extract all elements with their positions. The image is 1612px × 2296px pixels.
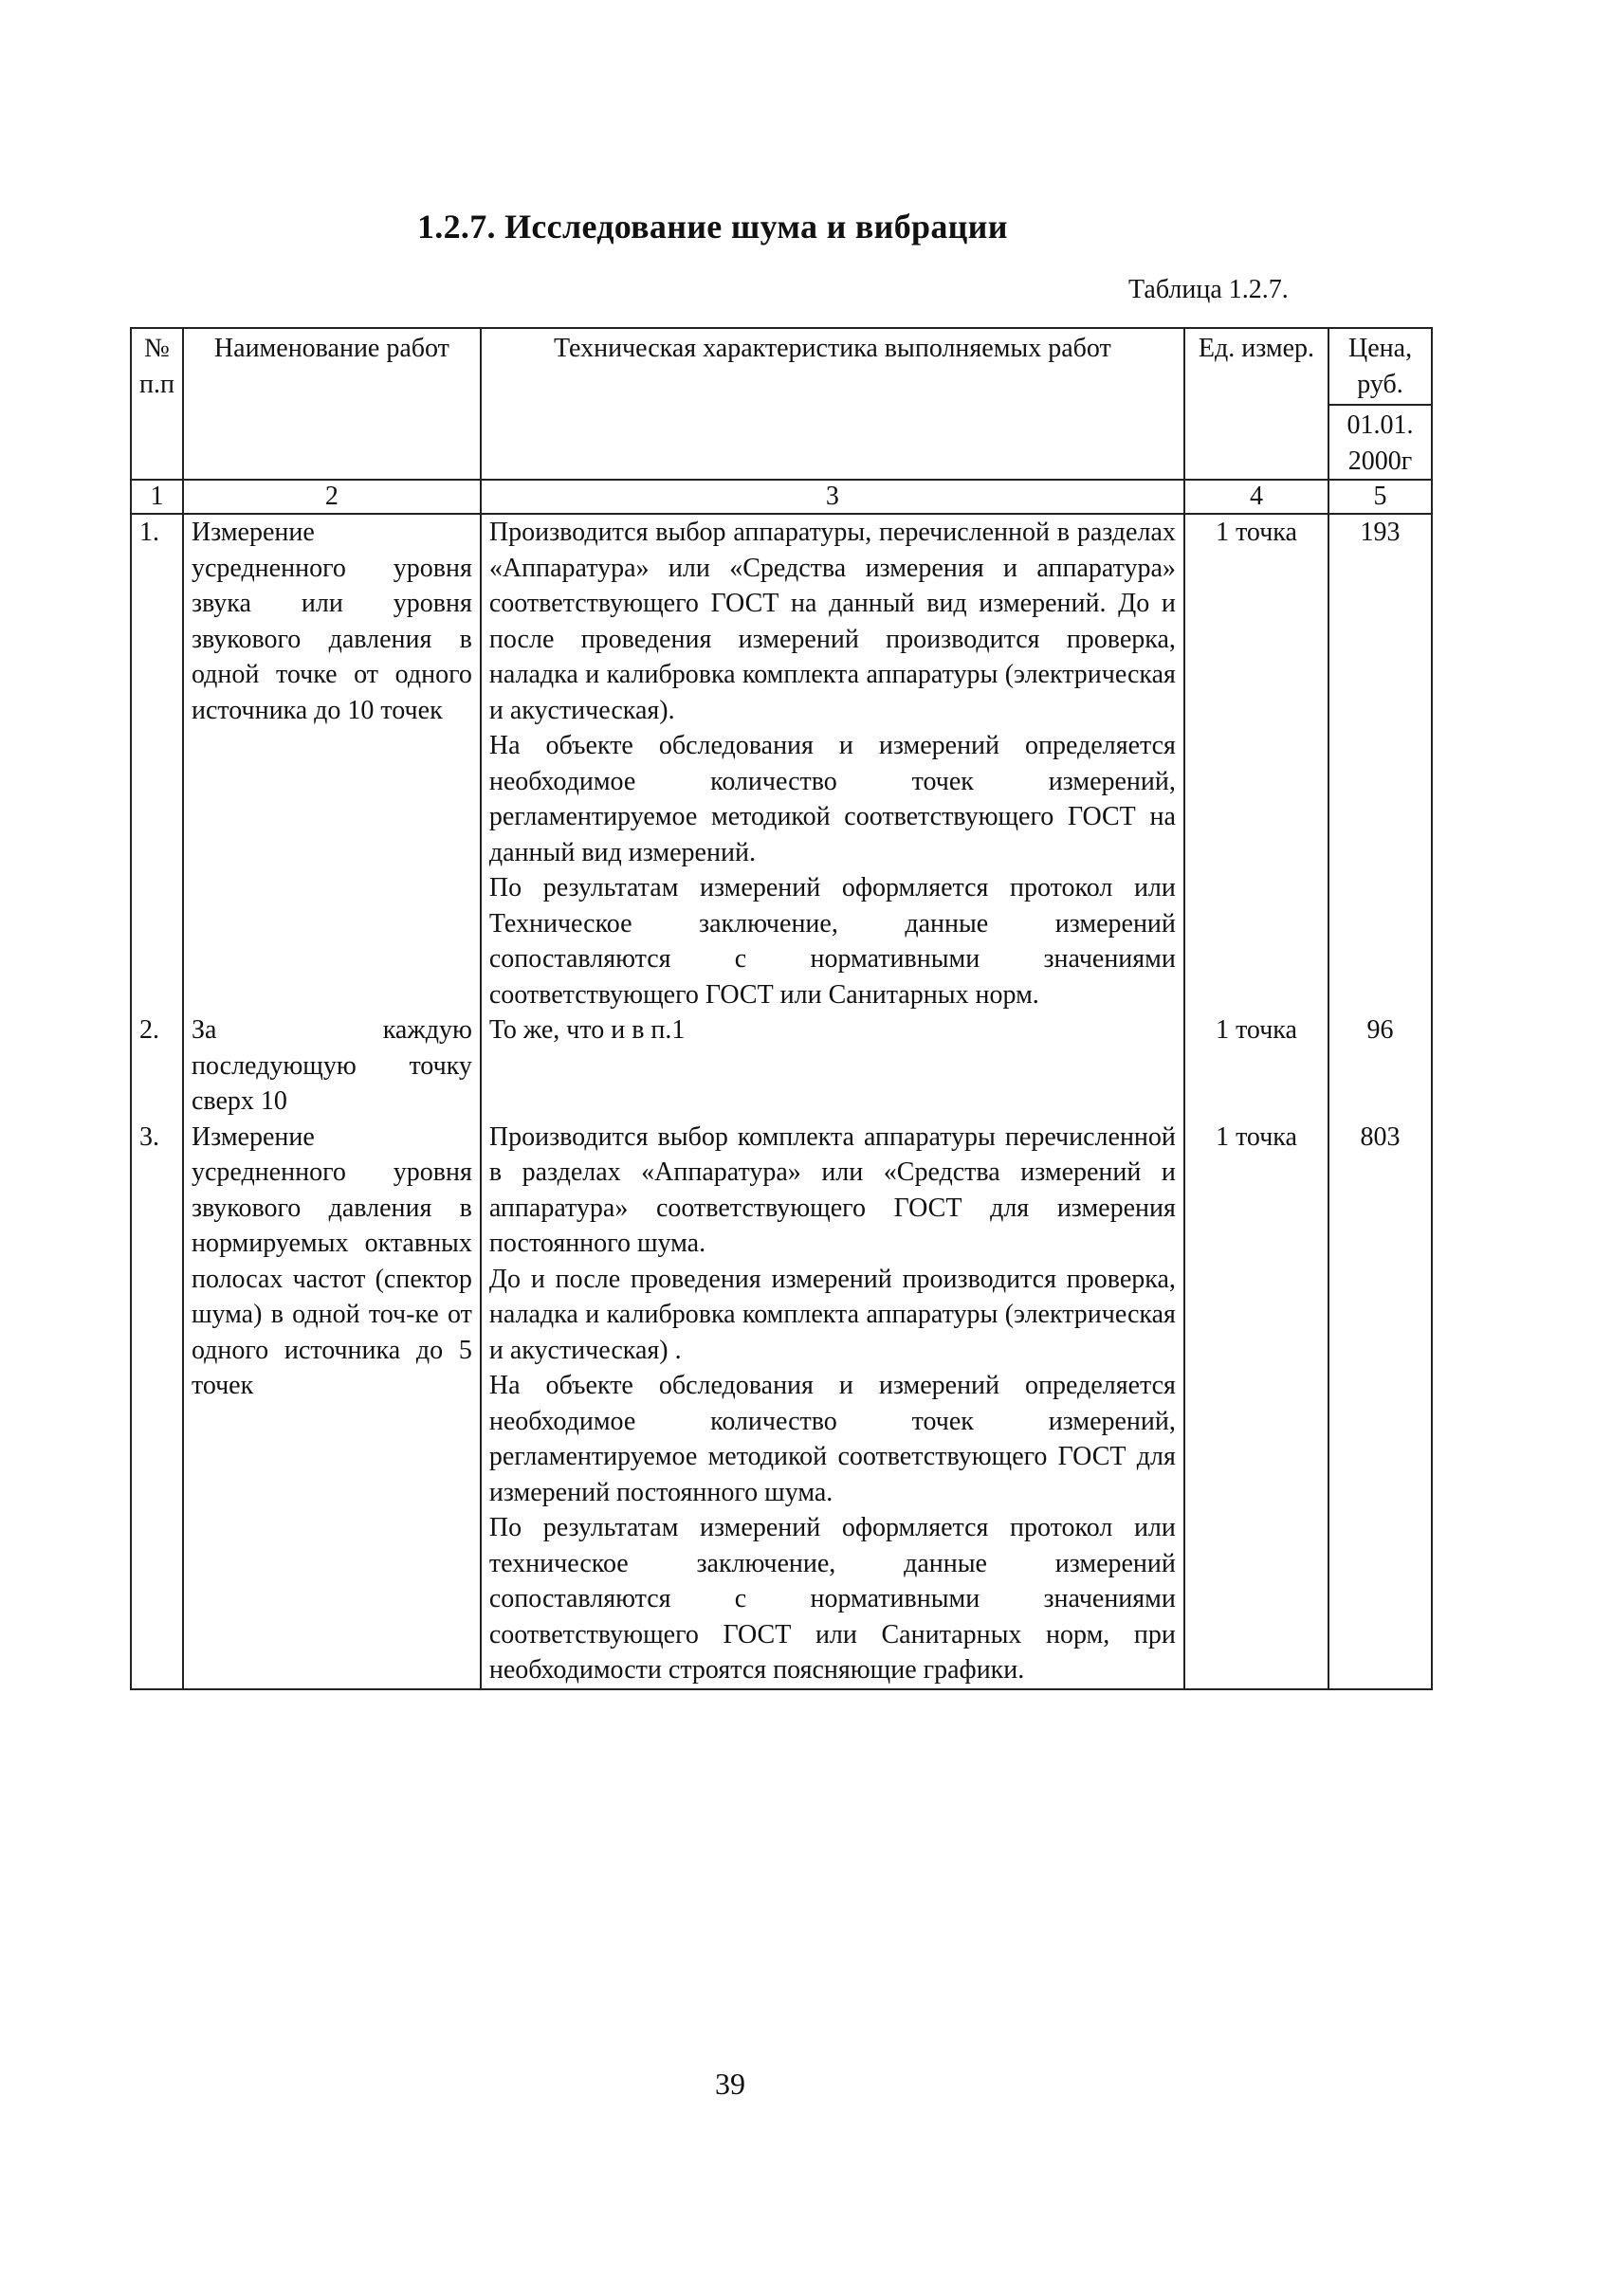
row-name: За каждую последующую точку сверх 10 — [183, 1012, 481, 1120]
header-name: Наименование работ — [183, 328, 481, 480]
table-header-row — [131, 328, 1432, 480]
table-row — [131, 1012, 1432, 1120]
column-number-row — [131, 480, 1432, 514]
column-number: 1 — [131, 480, 183, 514]
column-number: 4 — [1184, 480, 1328, 514]
row-desc-paragraph: То же, что и в п.1 — [488, 1015, 686, 1045]
row-desc-paragraph: Производится выбор аппаратуры, перечисленной в разделах «Аппаратура» или «Средства измерения и аппаратура» соответствующего ГОСТ на данный вид измерений. До и после проведения измерений производится проверка, наладка и калибровка комплекта аппаратуры (электрическая и акустическая). — [488, 518, 1176, 725]
row-unit: 1 точка — [1184, 1012, 1328, 1120]
column-number: 5 — [1328, 480, 1432, 514]
row-name: Измерение усредненного уровня звукового давления в нормируемых октавных полосах частот (спектор шума) в одной точ-ке от одного источника до 5 точек — [183, 1120, 481, 1689]
row-desc-paragraph: До и после проведения измерений производится проверка, наладка и калибровка комплекта аппаратуры (электрическая и акустическая) . — [488, 1264, 1176, 1365]
header-desc: Техническая характеристика выполняемых работ — [481, 328, 1184, 480]
page-number: 39 — [715, 2067, 745, 2101]
row-desc-paragraph: По результатам измерений оформляется протокол или Техническое заключение, данные измерений сопоставляются с нормативными значениями соответствующего ГОСТ или Санитарных норм. — [488, 873, 1176, 1010]
row-unit: 1 точка — [1184, 1120, 1328, 1689]
row-num: 3. — [131, 1120, 183, 1689]
row-name: Измерение усредненного уровня звука или уровня звукового давления в одной точке от одного источника до 10 точек — [183, 514, 481, 1012]
row-num: 1. — [131, 514, 183, 1012]
row-desc — [481, 514, 1184, 1012]
row-desc-paragraph: На объекте обследования и измерений определяется необходимое количество точек измерений, регламентируемое методикой соответствующего ГОСТ на данный вид измерений. — [488, 731, 1176, 867]
row-price: 96 — [1328, 1012, 1432, 1120]
row-desc-paragraph: По результатам измерений оформляется протокол или техническое заключение, данные измерений сопоставляются с нормативными значениями соответствующего ГОСТ или Санитарных норм, при необходимости строятся поясняющие графики. — [488, 1513, 1176, 1685]
table-row — [131, 1120, 1432, 1689]
row-desc-paragraph: Производится выбор комплекта аппаратуры перечисленной в разделах «Аппаратура» или «Средства измерений и аппаратура» соответствующего ГОСТ для измерения постоянного шума. — [488, 1121, 1176, 1258]
row-unit: 1 точка — [1184, 514, 1328, 1012]
column-number: 2 — [183, 480, 481, 514]
header-unit: Ед. измер. — [1184, 328, 1328, 480]
row-num: 2. — [131, 1012, 183, 1120]
row-price: 803 — [1328, 1120, 1432, 1689]
table-row — [131, 514, 1432, 1012]
header-price-date: 01.01. 2000г — [1346, 410, 1414, 476]
header-price-label: Цена, руб. — [1329, 331, 1431, 406]
row-desc — [481, 1012, 1184, 1120]
row-desc-paragraph: На объекте обследования и измерений определяется необходимое количество точек измерений, регламентируемое методикой соответствующего ГОСТ для измерений постоянного шума. — [488, 1371, 1176, 1507]
header-num: № п.п — [131, 328, 183, 480]
column-number: 3 — [481, 480, 1184, 514]
row-price: 193 — [1328, 514, 1432, 1012]
section-heading: 1.2.7. Исследование шума и вибрации — [417, 208, 1008, 246]
row-desc — [481, 1120, 1184, 1689]
table-caption: Таблица 1.2.7. — [1128, 275, 1289, 304]
header-price — [1328, 328, 1432, 480]
price-table — [130, 327, 1433, 1690]
